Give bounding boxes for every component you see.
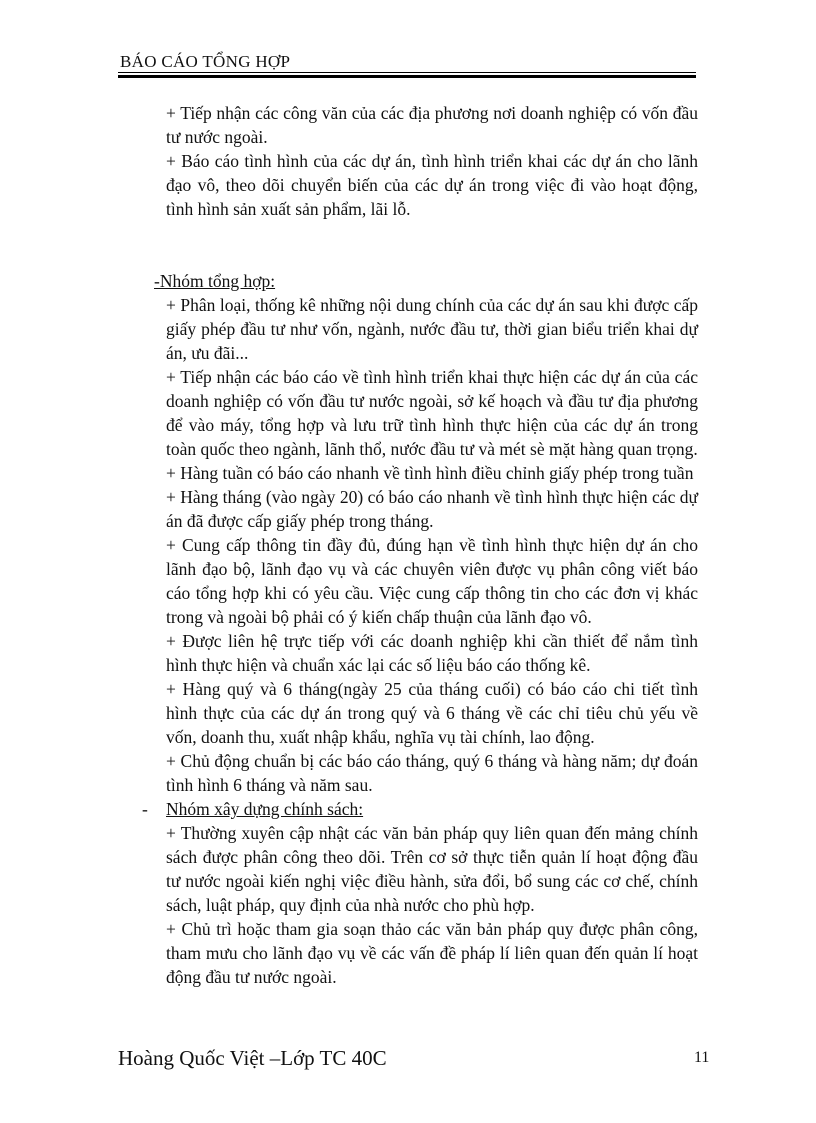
section-heading-tong-hop: -Nhóm tổng hợp:	[154, 271, 276, 291]
paragraph: + Chủ trì hoặc tham gia soạn thảo các văn bản pháp quy được phân công, tham mưu cho lãnh đạo vụ về các vấn đề pháp lí liên quan đến quản lí hoạt động đầu tư nước ngoài.	[166, 919, 698, 987]
page-number: 11	[694, 1049, 710, 1066]
header-divider	[118, 72, 696, 78]
paragraph: + Hàng tuần có báo cáo nhanh về tình hình điều chỉnh giấy phép trong tuần	[166, 463, 694, 483]
paragraph: + Tiếp nhận các báo cáo về tình hình triển khai thực hiện các dự án của các doanh nghiệp có vốn đầu tư nước ngoài, sở kế hoạch và đầu tư địa phương để vào máy, tổng hợp và lưu trữ tình hình thực hiện của các dự án trong toàn quốc theo ngành, lãnh thổ, nước đầu tư và mét sè mặt hàng quan trọng.	[166, 367, 698, 459]
paragraph: + Hàng tháng (vào ngày 20) có báo cáo nhanh về tình hình thực hiện các dự án đã được cấp giấy phép trong tháng.	[166, 487, 698, 531]
spacer	[118, 221, 698, 269]
footer-author: Hoàng Quốc Việt –Lớp TC 40C	[118, 1046, 387, 1070]
section-heading-text: Nhóm xây dựng chính sách:	[166, 799, 364, 819]
list-dash: -	[142, 799, 148, 819]
section-heading-chinh-sach	[118, 797, 698, 821]
paragraph: + Cung cấp thông tin đầy đủ, đúng hạn về tình hình thực hiện dự án cho lãnh đạo bộ, lãnh đạo vụ và các chuyên viên được vụ phân công viết báo cáo tổng hợp khi có yêu cầu. Việc cung cấp thông tin cho các đơn vị khác trong và ngoài bộ phải có ý kiến chấp thuận của lãnh đạo vô.	[166, 535, 698, 627]
paragraph: + Hàng quý và 6 tháng(ngày 25 của tháng cuối) có báo cáo chi tiết tình hình thực của các dự án trong quý và 6 tháng về các chỉ tiêu chủ yếu về vốn, doanh thu, xuất nhập khẩu, nghĩa vụ tài chính, lao động.	[166, 679, 698, 747]
document-body	[118, 101, 698, 989]
paragraph: + Thường xuyên cập nhật các văn bản pháp quy liên quan đến mảng chính sách được phân công theo dõi. Trên cơ sở thực tiễn quản lí hoạt động đầu tư nước ngoài kiến nghị việc điều hành, sửa đổi, bổ sung các cơ chế, chính sách, luật pháp, quy định của nhà nước cho phù hợp.	[166, 823, 698, 915]
paragraph: + Chủ động chuẩn bị các báo cáo tháng, quý 6 tháng và hàng năm; dự đoán tình hình 6 tháng và năm sau.	[166, 751, 698, 795]
page-header-title: BÁO CÁO TỔNG HỢP	[120, 52, 291, 71]
paragraph: + Được liên hệ trực tiếp với các doanh nghiệp khi cần thiết để nắm tình hình thực hiện và chuẩn xác lại các số liệu báo cáo thống kê.	[166, 631, 698, 675]
paragraph: + Phân loại, thống kê những nội dung chính của các dự án sau khi được cấp giấy phép đầu tư như vốn, ngành, nước đầu tư, thời gian biểu triển khai dự án, ưu đãi...	[166, 295, 698, 363]
paragraph: + Báo cáo tình hình của các dự án, tình hình triển khai các dự án cho lãnh đạo vô, theo dõi chuyển biến của các dự án trong việc đi vào hoạt động, tình hình sản xuất sản phẩm, lãi lỗ.	[166, 151, 698, 219]
paragraph: + Tiếp nhận các công văn của các địa phương nơi doanh nghiệp có vốn đầu tư nước ngoài.	[166, 103, 698, 147]
